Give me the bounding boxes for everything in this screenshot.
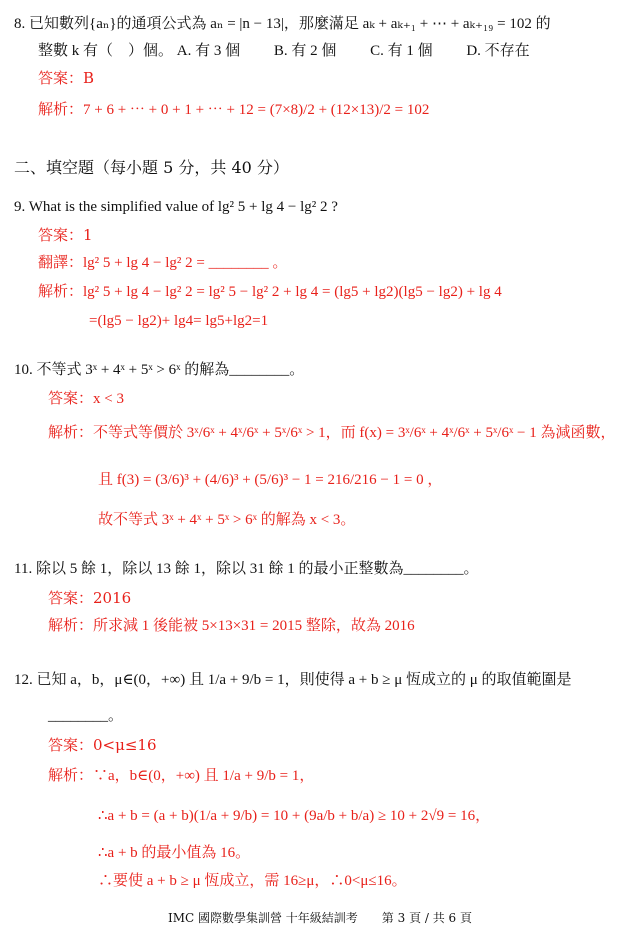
q8-stem-line1: 8. 已知數列{aₙ}的通項公式為 aₙ = |n − 13|，那麼滿足 aₖ + aₖ₊₁ + ⋯ + aₖ₊₁₉ = 102 的 bbox=[14, 16, 551, 32]
q11-analysis: 解析：所求減 1 後能被 5×13×31 = 2015 整除，故為 2016 bbox=[48, 618, 415, 634]
q10-analysis-line2: 且 f(3) = (3/6)³ + (4/6)³ + (5/6)³ − 1 = 216/216 − 1 = 0 ， bbox=[98, 472, 443, 488]
q12-analysis-line4: ∴要使 a + b ≥ μ 恆成立，需 16≥μ，∴0<μ≤16。 bbox=[98, 873, 407, 889]
q8-analysis: 解析：7 + 6 + ⋯ + 0 + 1 + ⋯ + 12 = (7×8)/2 + (12×13)/2 = 102 bbox=[38, 102, 430, 118]
q12-question-line1: 12. 已知 a，b，μ∈(0，+∞) 且 1/a + 9/b = 1，則使得 a + b ≥ μ 恆成立的 μ 的取值範圍是 bbox=[14, 672, 572, 688]
q9-analysis-line2: =(lg5 − lg2)+ lg4= lg5+lg2=1 bbox=[89, 313, 269, 329]
q8-stem-line2: 整數 k 有（ ）個。 A. 有 3 個 B. 有 2 個 C. 有 1 個 D. 不存在 bbox=[38, 43, 530, 59]
q12-answer: 答案：0<μ≤16 bbox=[48, 736, 157, 754]
q11-answer: 答案：2016 bbox=[48, 589, 132, 607]
q9-question: 9. What is the simplified value of lg² 5 + lg 4 − lg² 2 ? bbox=[14, 199, 338, 215]
q11-question: 11. 除以 5 餘 1，除以 13 餘 1，除以 31 餘 1 的最小正整數為________。 bbox=[14, 561, 479, 577]
q8-answer: 答案：B bbox=[38, 69, 95, 87]
q10-analysis-line1: 解析：不等式等價於 3ˣ/6ˣ + 4ˣ/6ˣ + 5ˣ/6ˣ > 1，而 f(x) = 3ˣ/6ˣ + 4ˣ/6ˣ + 5ˣ/6ˣ − 1 為減函數， bbox=[48, 425, 616, 441]
q9-answer: 答案：1 bbox=[38, 226, 93, 244]
q9-translation: 翻譯：lg² 5 + lg 4 − lg² 2 = ________ 。 bbox=[38, 255, 288, 271]
section-title-fill-in: 二、填空題（每小題 5 分，共 40 分） bbox=[14, 158, 289, 177]
q10-question: 10. 不等式 3ˣ + 4ˣ + 5ˣ > 6ˣ 的解為________。 bbox=[14, 362, 305, 378]
q12-analysis-line2: ∴a + b = (a + b)(1/a + 9/b) = 10 + (9a/b + b/a) ≥ 10 + 2√9 = 16， bbox=[98, 808, 491, 824]
q12-question-line2: ________。 bbox=[48, 708, 124, 724]
page-footer: IMC 國際數學集訓營 十年級結訓考 第 3 頁 / 共 6 頁 bbox=[167, 911, 473, 925]
q12-analysis-line3: ∴a + b 的最小值為 16。 bbox=[98, 845, 251, 861]
q10-answer: 答案：x < 3 bbox=[48, 391, 124, 407]
q12-analysis-line1: 解析：∵a，b∈(0，+∞) 且 1/a + 9/b = 1， bbox=[48, 768, 315, 784]
q9-analysis-line1: 解析：lg² 5 + lg 4 − lg² 2 = lg² 5 − lg² 2 + lg 4 = (lg5 + lg2)(lg5 − lg2) + lg 4 bbox=[38, 284, 502, 300]
q10-analysis-line3: 故不等式 3ˣ + 4ˣ + 5ˣ > 6ˣ 的解為 x < 3。 bbox=[98, 512, 356, 528]
